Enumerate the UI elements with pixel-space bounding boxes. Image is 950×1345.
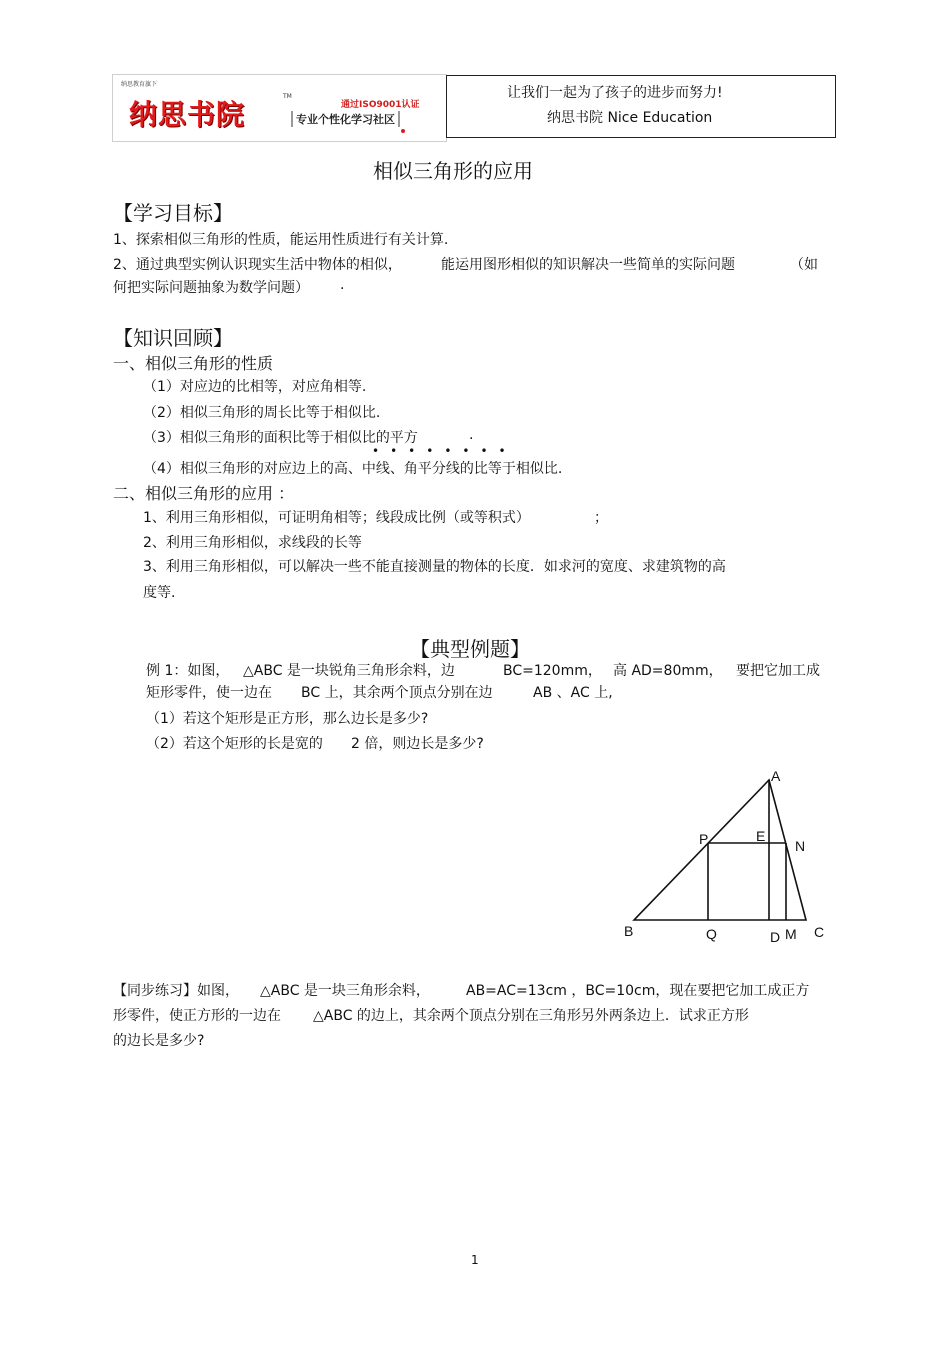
review-heading: 【知识回顾】 <box>113 326 233 350</box>
practice-line-2-part-a: 形零件，使正方形的一边在 <box>113 1008 281 1024</box>
application-item-3-line-2: 度等. <box>143 585 176 601</box>
example-question-1: （1）若这个矩形是正方形，那么边长是多少? <box>146 711 429 727</box>
motto-line-2: 纳思书院 Nice Education <box>547 110 713 126</box>
examples-heading: 【典型例题】 <box>410 637 530 661</box>
application-item-3-line-1: 3、利用三角形相似，可以解决一些不能直接测量的物体的长度．如求河的宽度、求建筑物的高 <box>143 559 726 575</box>
example-1-line-2-part-a: 矩形零件，使一边在 <box>146 685 272 701</box>
practice-line-1-part-a: 【同步练习】如图， <box>113 983 239 999</box>
label-n: N <box>795 838 806 854</box>
example-1-line-2-part-c: AB 、AC 上, <box>533 685 613 701</box>
application-item-1: 1、利用三角形相似，可证明角相等；线段成比例（或等积式） <box>143 510 530 526</box>
practice-line-1-part-b: △ABC 是一块三角形余料， <box>260 983 430 999</box>
example-question-2-part-a: （2）若这个矩形的长是宽的 <box>146 736 323 752</box>
logo-dot-icon <box>401 129 405 133</box>
property-item-3: （3）相似三角形的面积比等于相似比的平方 <box>143 430 418 446</box>
page-number: 1 <box>471 1253 479 1267</box>
goal-item-1: 1、探索相似三角形的性质，能运用性质进行有关计算. <box>113 232 449 248</box>
practice-line-3: 的边长是多少? <box>113 1033 205 1049</box>
motto-box <box>446 75 836 138</box>
property-item-1: （1）对应边的比相等，对应角相等. <box>143 379 367 395</box>
example-1-line-1-part-e: 要把它加工成 <box>736 663 820 679</box>
label-d: D <box>770 929 781 945</box>
goal-item-2-part-a: 2、通过典型实例认识现实生活中物体的相似， <box>113 257 402 273</box>
example-question-2-part-b: 2 倍，则边长是多少? <box>351 736 484 752</box>
label-a: A <box>771 768 781 784</box>
application-item-1-end: ； <box>594 510 608 526</box>
logo-small-text: 纳思教育旗下 <box>121 81 158 88</box>
property-item-4: （4）相似三角形的对应边上的高、中线、角平分线的比等于相似比. <box>143 461 563 477</box>
label-c: C <box>814 924 825 940</box>
logo <box>112 74 447 142</box>
logo-slogan: 专业个性化学习社区 <box>291 111 400 127</box>
triangle-abc <box>634 780 806 920</box>
review-section-2-heading: 二、相似三角形的应用 ： <box>113 484 295 503</box>
application-item-2: 2、利用三角形相似，求线段的长等 <box>143 535 362 551</box>
review-section-1-heading: 一、相似三角形的性质 <box>113 354 274 373</box>
triangle-figure <box>610 760 840 950</box>
example-1-line-1-part-d: 高 AD=80mm， <box>613 663 723 679</box>
goals-heading: 【学习目标】 <box>113 201 233 225</box>
page-title: 相似三角形的应用 <box>373 159 533 183</box>
label-q: Q <box>706 926 717 942</box>
emphasis-dots: •••••••• <box>372 444 517 458</box>
goal-item-2-part-e: . <box>340 277 345 293</box>
logo-name: 纳思书院 <box>129 98 246 131</box>
example-1-line-2-part-b: BC 上，其余两个顶点分别在边 <box>301 685 493 701</box>
example-1-line-1-part-c: BC=120mm， <box>503 663 602 679</box>
example-1-line-1-part-a: 例 1：如图， <box>146 663 230 679</box>
logo-trademark: TM <box>283 93 292 100</box>
label-b: B <box>624 923 634 939</box>
property-item-2: （2）相似三角形的周长比等于相似比. <box>143 405 381 421</box>
motto-line-1: 让我们一起为了孩子的进步而努力! <box>507 85 723 101</box>
property-item-3-end: . <box>469 427 474 443</box>
example-1-line-1-part-b: △ABC 是一块锐角三角形余料，边 <box>243 663 455 679</box>
logo-iso-certification: 通过ISO9001认证 <box>341 100 420 110</box>
goal-item-2-part-c: （如 <box>790 257 818 273</box>
goal-item-2-part-d: 何把实际问题抽象为数学问题） <box>113 280 309 296</box>
practice-line-2-part-b: △ABC 的边上，其余两个顶点分别在三角形另外两条边上．试求正方形 <box>313 1008 749 1024</box>
goal-item-2-part-b: 能运用图形相似的知识解决一些简单的实际问题 <box>441 257 735 273</box>
label-m: M <box>785 926 797 942</box>
label-p: P <box>699 831 709 847</box>
label-e: E <box>756 828 766 844</box>
practice-line-1-part-c: AB=AC=13cm ，BC=10cm，现在要把它加工成正方 <box>466 983 810 999</box>
